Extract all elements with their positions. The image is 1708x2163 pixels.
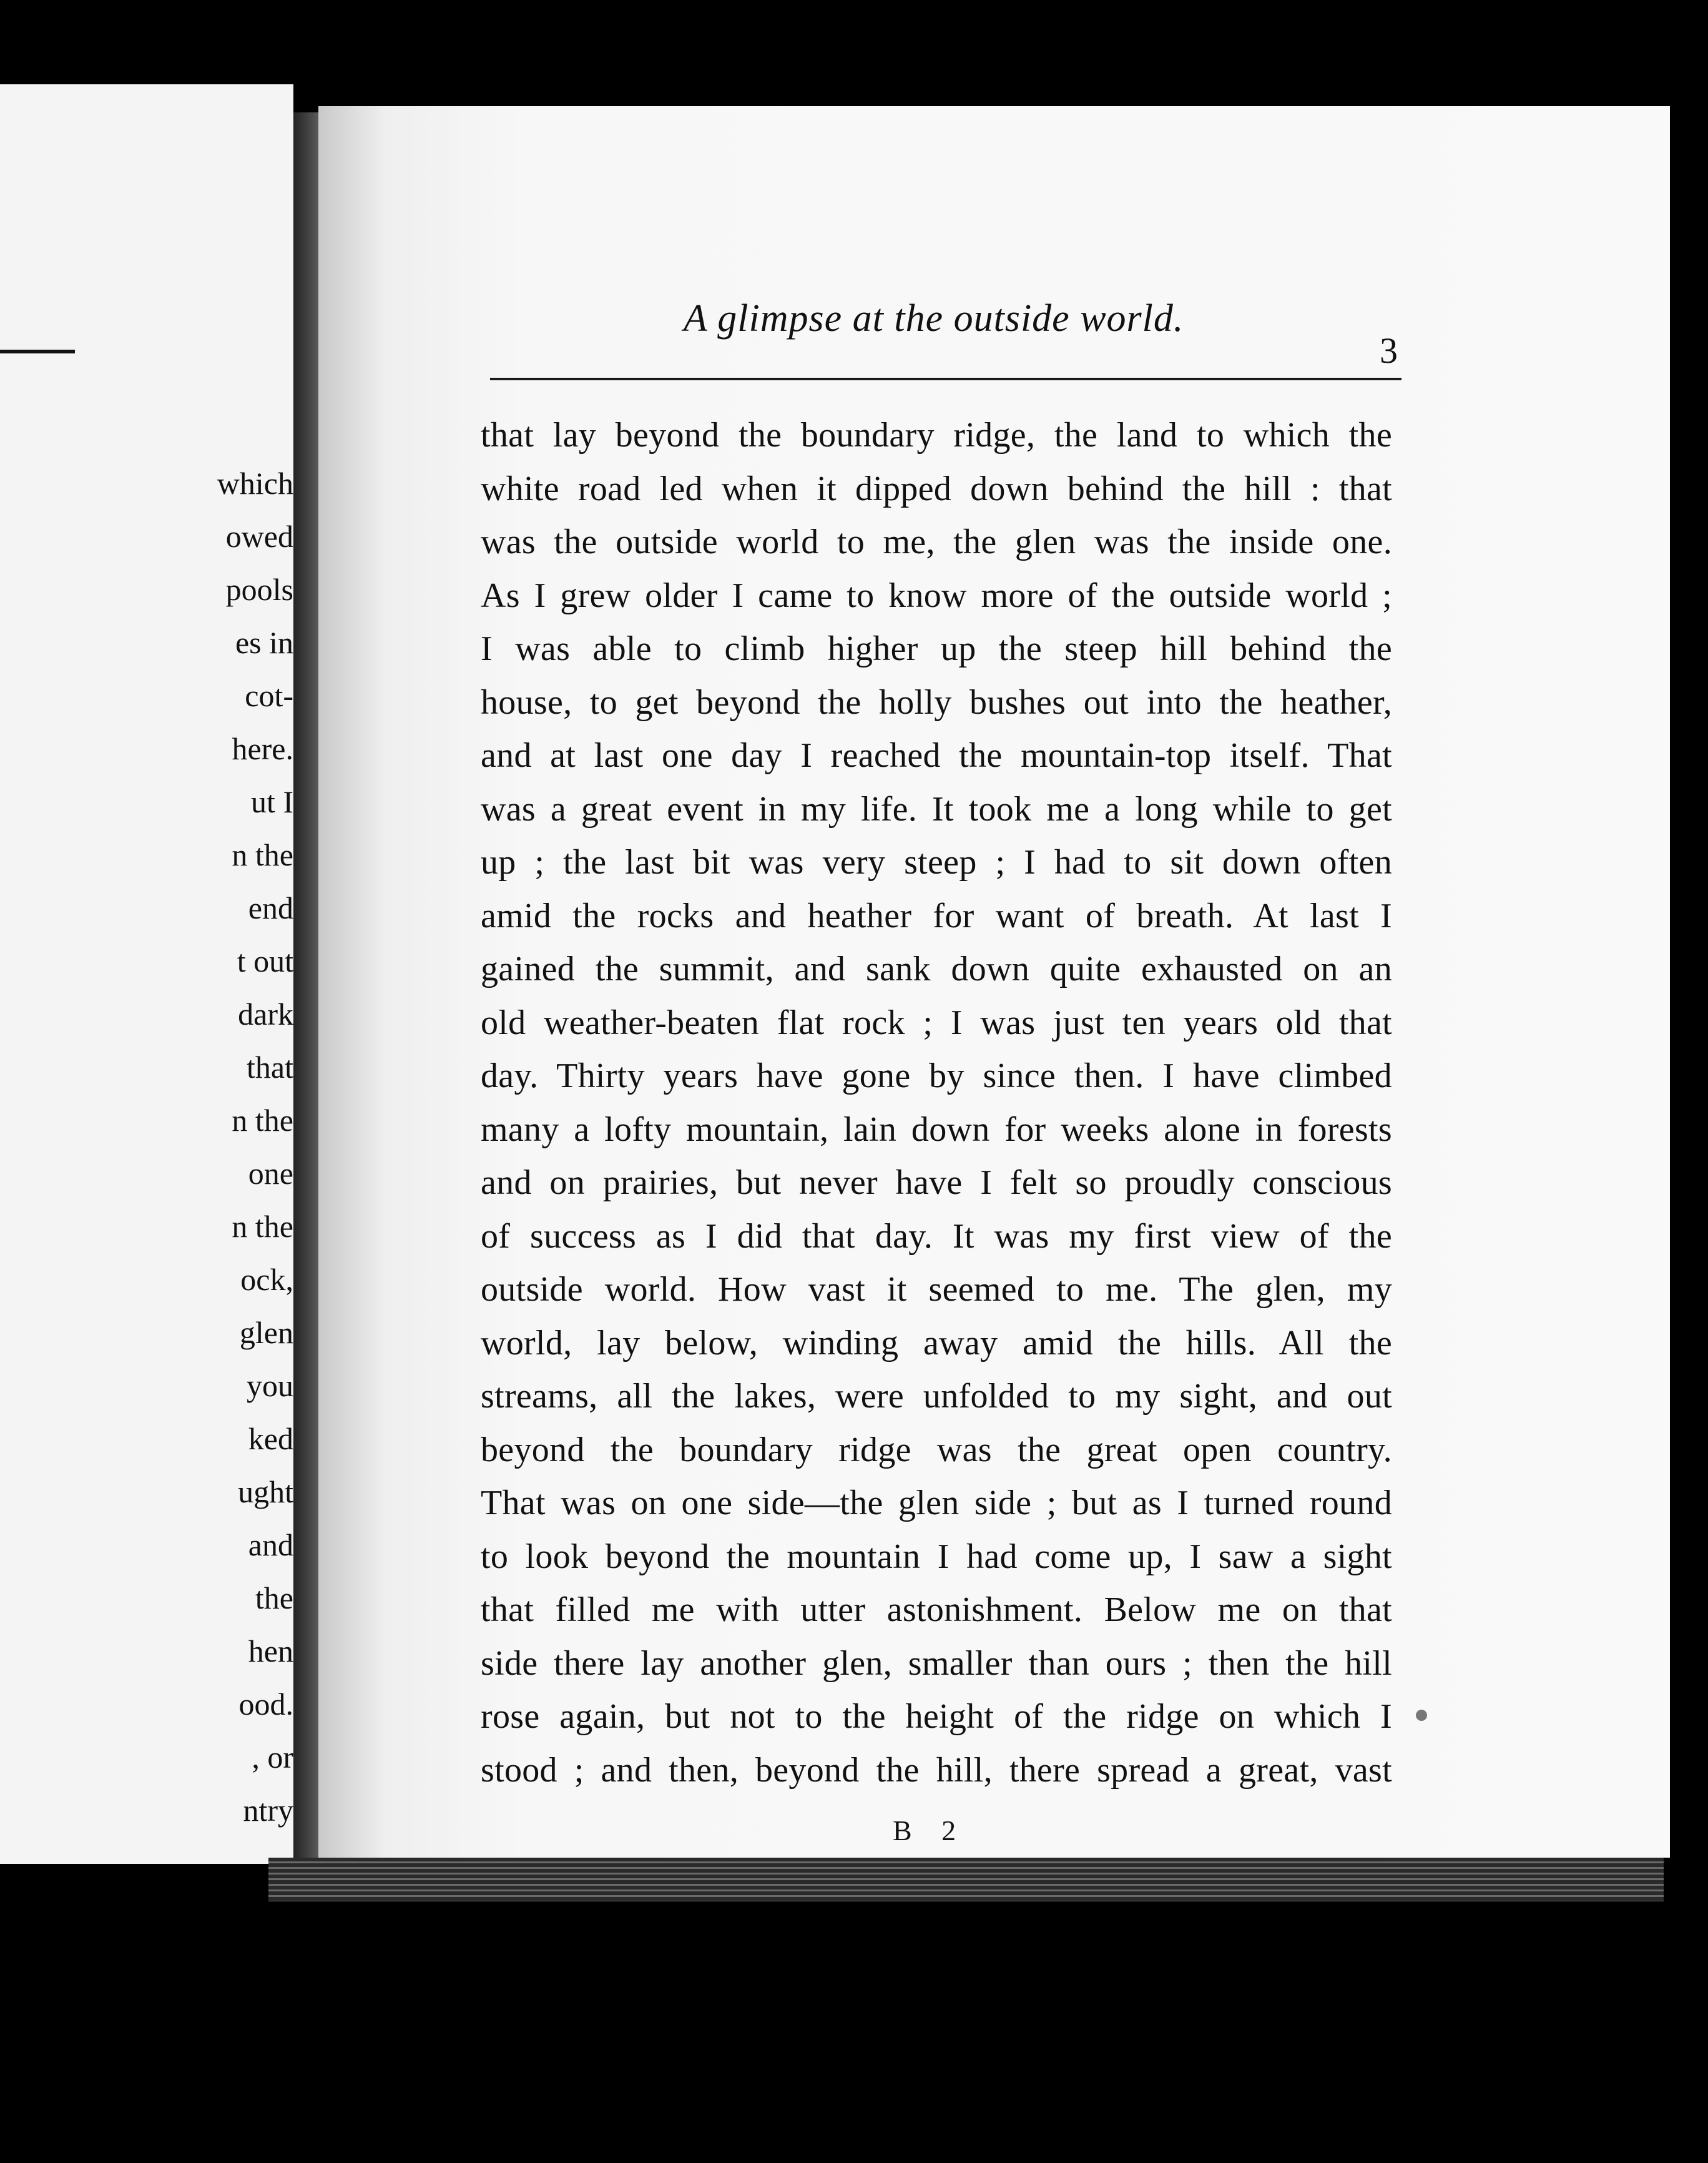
text-line: day. Thirty years have gone by since then. I have climbed [481, 1057, 1392, 1095]
signature-mark: B 2 [893, 1815, 968, 1846]
text-line: world, lay below, winding away amid the hills. All the [481, 1323, 1392, 1362]
previous-page-line: and [248, 1527, 293, 1562]
text-line: house, to get beyond the holly bushes out into the heather, [481, 682, 1392, 722]
previous-page-line: , or [252, 1740, 293, 1775]
previous-page-line: n the [232, 1209, 293, 1244]
text-line: was a great event in my life. It took me a long while to get [481, 789, 1392, 829]
previous-page-line: ut I [250, 784, 293, 819]
body-text [481, 409, 1392, 1797]
previous-page-line: es in [235, 625, 293, 660]
previous-page-line: that [247, 1050, 293, 1085]
text-line: that lay beyond the boundary ridge, the land to which the [481, 416, 1392, 455]
previous-page-line: one [248, 1156, 293, 1191]
text-line: of success as I did that day. It was my first view of the [481, 1216, 1392, 1256]
text-line: white road led when it dipped down behind the hill : that [481, 469, 1392, 508]
text-line: to look beyond the mountain I had come up, I saw a sight [481, 1537, 1392, 1576]
text-line: streams, all the lakes, were unfolded to my sight, and out [481, 1377, 1392, 1416]
previous-page-line: ntry [243, 1793, 293, 1828]
text-line: that filled me with utter astonishment. Below me on that [481, 1590, 1392, 1629]
previous-page-line: ood. [238, 1687, 293, 1722]
running-head: A glimpse at the outside world. [684, 297, 1184, 340]
page-number: 3 [1380, 330, 1398, 371]
text-line: and at last one day I reached the mountain-top itself. That [481, 736, 1392, 775]
text-line: That was on one side—the glen side ; but as I turned round [481, 1484, 1392, 1522]
text-line: up ; the last bit was very steep ; I had to sit down often [481, 843, 1392, 882]
text-line: side there lay another glen, smaller than ours ; then the hill [481, 1643, 1392, 1683]
text-line: gained the summit, and sank down quite exhausted on an [481, 950, 1392, 988]
previous-page-line: t out [237, 944, 293, 978]
previous-page-line: hen [248, 1633, 293, 1668]
text-line: rose again, but not to the height of the ridge on which I [481, 1697, 1392, 1736]
text-line: As I grew older I came to know more of the outside world ; [481, 576, 1392, 615]
previous-page-line: owed [225, 519, 293, 554]
text-line: outside world. How vast it seemed to me. The glen, my [481, 1270, 1392, 1309]
previous-page-line: dark [238, 997, 293, 1032]
text-line: old weather-beaten flat rock ; I was just ten years old that [481, 1003, 1392, 1042]
previous-page-rule [0, 350, 75, 353]
text-line: I was able to climb higher up the steep hill behind the [481, 629, 1392, 668]
previous-page-line: which [217, 466, 293, 501]
previous-page-line: ked [248, 1421, 293, 1456]
previous-page-line: n the [232, 1103, 293, 1138]
text-line: was the outside world to me, the glen was the inside one. [481, 523, 1392, 561]
text-line: and on prairies, but never have I felt so proudly conscious [481, 1163, 1392, 1202]
previous-page-line: ock, [240, 1262, 293, 1297]
previous-page-line: the [255, 1580, 293, 1615]
previous-page-line: pools [225, 572, 293, 607]
previous-page-line: you [247, 1368, 293, 1403]
text-line: beyond the boundary ridge was the great open country. [481, 1430, 1392, 1469]
page-edges [268, 1858, 1664, 1901]
previous-page-line: n the [232, 837, 293, 872]
previous-page-line: cot- [245, 678, 293, 713]
header-rule [490, 378, 1401, 380]
previous-page-line: glen [239, 1315, 293, 1350]
paper-speck [1416, 1710, 1427, 1721]
text-line: stood ; and then, beyond the hill, there spread a great, vast [481, 1750, 1392, 1790]
previous-page-line: ught [238, 1474, 293, 1509]
previous-page-line: end [248, 890, 293, 925]
text-line: many a lofty mountain, lain down for weeks alone in forests [481, 1110, 1392, 1149]
text-line: amid the rocks and heather for want of breath. At last I [481, 896, 1392, 935]
previous-page [0, 84, 293, 1864]
previous-page-line: here. [232, 731, 293, 766]
